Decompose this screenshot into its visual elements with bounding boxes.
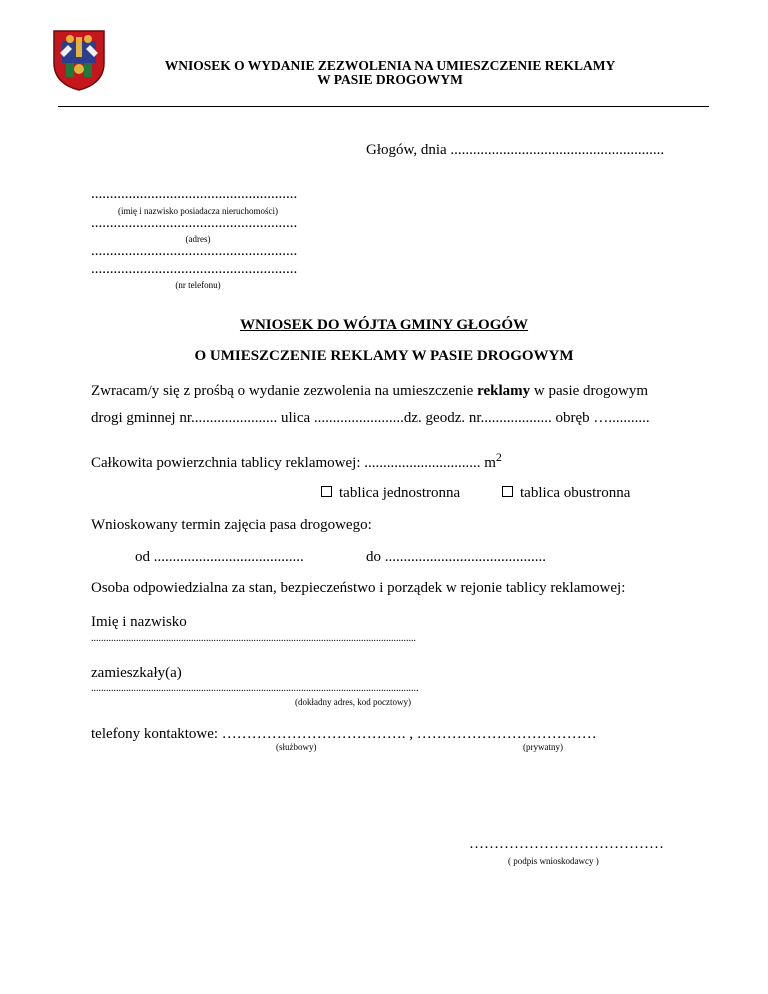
document-title (110, 59, 670, 87)
responsible-residence-dots: ................................................................................................................................... (91, 683, 419, 694)
option-single-sided[interactable] (321, 485, 460, 502)
option-single-sided-label: tablica jednostronna (339, 485, 461, 501)
place-date: Głogów, dnia ......................................................... (366, 142, 665, 158)
option-double-sided[interactable] (502, 485, 630, 502)
document-title-line1: WNIOSEK O WYDANIE ZEZWOLENIA NA UMIESZCZENIE REKLAMY (164, 58, 616, 73)
request-line-1 (91, 383, 648, 400)
checkbox-icon[interactable] (502, 486, 513, 497)
request-line-1-bold: reklamy (477, 383, 531, 399)
responsible-name-label: Imię i nazwisko (91, 614, 187, 630)
responsible-residence-label: zamieszkały(a) (91, 665, 182, 681)
option-double-sided-label: tablica obustronna (520, 485, 631, 501)
checkbox-icon[interactable] (321, 486, 332, 497)
contact-phones: telefony kontaktowe: ………………………………. , ……………………………… (91, 726, 597, 742)
phone-private-caption: (prywatny) (523, 742, 563, 752)
phone-work-caption: (służbowy) (276, 742, 317, 752)
applicant-phone-caption: (nr telefonu) (175, 280, 221, 290)
surface-area-label: Całkowita powierzchnia tablicy reklamowej: ............................... m (91, 455, 496, 471)
responsible-residence-caption: (dokładny adres, kod pocztowy) (295, 697, 411, 707)
request-subheading: O UMIESZCZENIE REKLAMY W PASIE DROGOWYM (194, 348, 574, 364)
applicant-name-caption: (imię i nazwisko posiadacza nieruchomości) (118, 206, 278, 216)
term-from: od ........................................ (135, 549, 304, 565)
applicant-address-dots-2: ....................................................... (91, 243, 298, 259)
term-label: Wnioskowany termin zajęcia pasa drogowego: (91, 517, 372, 533)
applicant-address-caption: (adres) (185, 234, 211, 244)
surface-area-unit-sup: 2 (495, 450, 502, 464)
responsible-label: Osoba odpowiedzialna za stan, bezpieczeństwo i porządek w rejonie tablicy reklamowej: (91, 580, 626, 596)
signature-caption: ( podpis wnioskodawcy ) (508, 856, 599, 866)
applicant-address-dots: ....................................................... (91, 215, 298, 231)
responsible-name-dots: .................................................................................................................................. (91, 633, 416, 644)
document-title-line2: W PASIE DROGOWYM (317, 72, 463, 87)
signature-dots: ………………………………… (469, 836, 664, 852)
request-line-1-after: w pasie drogowym (530, 383, 649, 399)
request-line-1-before: Zwracam/y się z prośbą o wydanie zezwolenia na umieszczenie (91, 383, 478, 399)
applicant-phone-dots: ....................................................... (91, 261, 298, 277)
header-divider (58, 106, 709, 107)
coat-of-arms-icon (52, 29, 106, 91)
term-to: do ........................................... (366, 549, 546, 565)
request-line-2: drogi gminnej nr....................... ulica ........................dz. geodz. nr................... obręb …........... (91, 410, 650, 426)
applicant-name-dots: ....................................................... (91, 186, 298, 202)
surface-area (91, 450, 502, 472)
request-heading: WNIOSEK DO WÓJTA GMINY GŁOGÓW (239, 317, 529, 333)
